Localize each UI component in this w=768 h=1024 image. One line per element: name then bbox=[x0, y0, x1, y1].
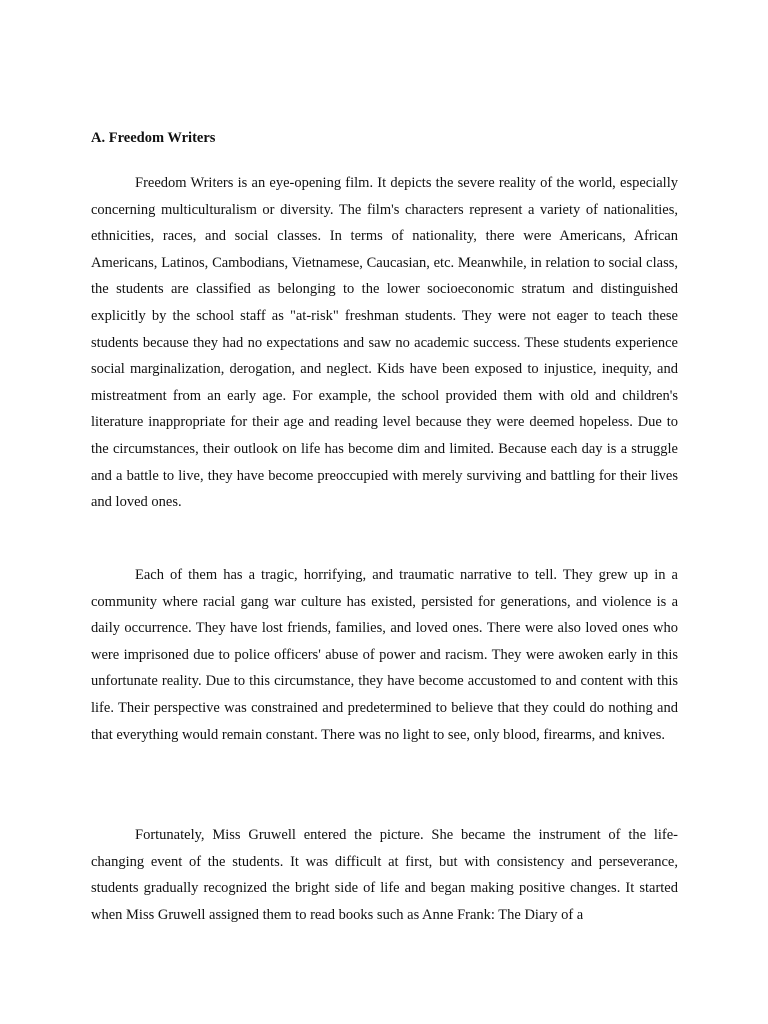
paragraph-1: Freedom Writers is an eye-opening film. It depicts the severe reality of the world, especially concerning multiculturalism or diversity. The film's characters represent a variety of nationalities, ethnicities, races, and social classes. In terms of nationality, there were Americans, African Americans, Latinos, Cambodians, Vietnamese, Caucasian, etc. Meanwhile, in relation to social class, the students are classified as belonging to the lower socioeconomic stratum and distinguished explicitly by the school staff as "at-risk" freshman students. They were not eager to teach these students because they had no expectations and saw no academic success. These students experience social marginalization, derogation, and neglect. Kids have been exposed to injustice, inequity, and mistreatment from an early age. For example, the school provided them with old and children's literature inappropriate for their age and reading level because they were deemed hopeless. Due to the circumstances, their outlook on life has become dim and limited. Because each day is a struggle and a battle to live, they have become preoccupied with merely surviving and battling for their lives and loved ones. bbox=[91, 175, 678, 511]
section-heading: A. Freedom Writers bbox=[91, 130, 216, 146]
paragraph-2: Each of them has a tragic, horrifying, and traumatic narrative to tell. They grew up in a community where racial gang war culture has existed, persisted for generations, and violence is a daily occurrence. They have lost friends, families, and loved ones. There were also loved ones who were imprisoned due to police officers' abuse of power and racism. They were awoken early in this unfortunate reality. Due to this circumstance, they have become accustomed to and content with this life. Their perspective was constrained and predetermined to believe that they could do nothing and that everything would remain constant. There was no light to see, only blood, firearms, and knives. bbox=[91, 567, 678, 743]
paragraph-3: Fortunately, Miss Gruwell entered the picture. She became the instrument of the life-changing event of the students. It was difficult at first, but with consistency and perseverance, students gradually recognized the bright side of life and began making positive changes. It started when Miss Gruwell assigned them to read books such as Anne Frank: The Diary of a bbox=[91, 827, 678, 923]
